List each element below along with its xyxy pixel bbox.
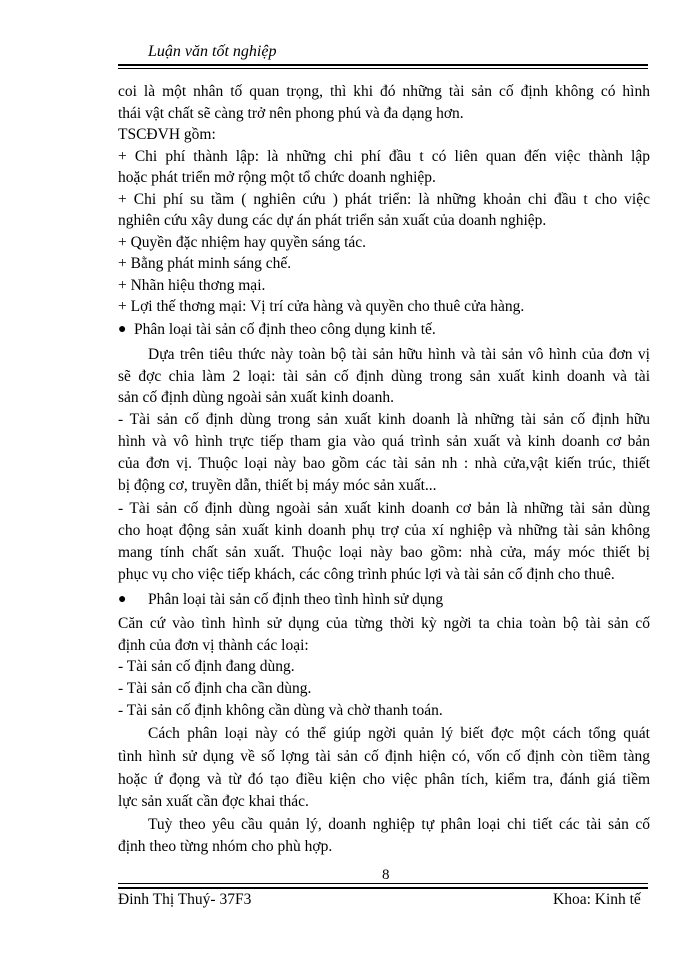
section-heading: Phân loại tài sản cố định theo công dụng kinh tế. bbox=[134, 321, 436, 338]
body-line: + Chi phí su tầm ( nghiên cứu ) phát triển: là những khoản chi đầu t cho việc bbox=[118, 191, 650, 208]
list-item: - Tài sản cố định cha cần dùng. bbox=[118, 680, 312, 697]
body-line: Căn cứ vào tình hình sử dụng của từng thời kỳ ngời ta chia toàn bộ tài sản cố bbox=[118, 615, 650, 632]
header-rule-thin bbox=[118, 68, 648, 69]
body-line: lực sản xuất cần đợc khai thác. bbox=[118, 793, 309, 810]
body-line: hoặc phát triển mở rộng một tổ chức doanh nghiệp. bbox=[118, 169, 436, 186]
page-number: 8 bbox=[382, 867, 390, 883]
body-line: + Nhãn hiệu thơng mại. bbox=[118, 277, 266, 294]
body-line: Cách phân loại này có thể giúp ngời quản lý biết đợc một cách tổng quát bbox=[148, 725, 650, 742]
body-line: hoặc ứ đọng và từ đó tạo điều kiện cho việc phân tích, kiểm tra, đánh giá tiềm bbox=[118, 771, 650, 788]
body-line: tình hình sử dụng về số lợng tài sản cố định hiện có, vốn cố định còn tiềm tàng bbox=[118, 748, 650, 765]
body-line: + Quyền đặc nhiệm hay quyền sáng tác. bbox=[118, 234, 367, 251]
body-line: bị động cơ, truyền dẫn, thiết bị máy móc sản xuất... bbox=[118, 477, 437, 494]
body-line: sản cố định dùng ngoài sản xuất kinh doanh. bbox=[118, 389, 394, 406]
body-line: cho hoạt động sản xuất kinh doanh phụ trợ của xí nghiệp và những tài sản không bbox=[118, 522, 650, 539]
header-rule-thick bbox=[118, 64, 648, 66]
header-title: Luận văn tốt nghiệp bbox=[148, 43, 277, 60]
body-line: nghiên cứu xây dung các dự án phát triển sản xuất của doanh nghiệp. bbox=[118, 212, 547, 229]
body-line: + Lợi thế thơng mại: Vị trí cửa hàng và quyền cho thuê cửa hàng. bbox=[118, 298, 525, 315]
body-line: coi là một nhân tố quan trọng, thì khi đó những tài sản cố định không có hình bbox=[118, 83, 650, 100]
body-line: + Bằng phát minh sáng chế. bbox=[118, 255, 292, 272]
bullet-icon: ● bbox=[118, 322, 127, 337]
body-line: mang tính chất sản xuất. Thuộc loại này bao gồm: nhà cửa, máy móc thiết bị bbox=[118, 544, 650, 561]
body-line: định theo từng nhóm cho phù hợp. bbox=[118, 838, 333, 855]
body-line: phục vụ cho việc tiếp khách, các công trình phúc lợi và tài sản cố định cho thuê. bbox=[118, 566, 615, 583]
body-line: TSCĐVH gồm: bbox=[118, 126, 216, 143]
footer-rule-thick bbox=[118, 887, 648, 889]
footer-department: Khoa: Kinh tế bbox=[553, 891, 641, 908]
body-line: + Chi phí thành lập: là những chi phí đầu t có liên quan đến việc thành lập bbox=[118, 148, 650, 165]
body-line: thái vật chất sẽ càng trở nên phong phú và đa dạng hơn. bbox=[118, 105, 464, 122]
body-line: - Tài sản cố định dùng ngoài sản xuất kinh doanh cơ bản là những tài sản dùng bbox=[118, 500, 650, 517]
body-line: định của đơn vị thành các loại: bbox=[118, 637, 309, 654]
footer-author: Đinh Thị Thuý- 37F3 bbox=[118, 891, 252, 908]
bullet-icon: ● bbox=[118, 592, 127, 607]
footer-rule-thin bbox=[118, 883, 648, 884]
list-item: - Tài sản cố định đang dùng. bbox=[118, 658, 295, 675]
body-line: hình và vô hình trực tiếp tham gia vào quá trình sản xuất và kinh doanh cơ bản bbox=[118, 433, 650, 450]
body-line: của đơn vị. Thuộc loại này bao gồm các tài sản nh : nhà cửa,vật kiến trúc, thiết bbox=[118, 455, 650, 472]
list-item: - Tài sản cố định không cần dùng và chờ thanh toán. bbox=[118, 702, 443, 719]
body-line: Dựa trên tiêu thức này toàn bộ tài sản hữu hình và tài sản vô hình của đơn vị bbox=[148, 346, 650, 363]
section-heading: Phân loại tài sản cố định theo tình hình sử dụng bbox=[148, 591, 444, 608]
body-line: sẽ đợc chia làm 2 loại: tài sản cố định dùng trong sản xuất kinh doanh và tài bbox=[118, 368, 650, 385]
body-line: - Tài sản cố định dùng trong sản xuất kinh doanh là những tài sản cố định hữu bbox=[118, 411, 650, 428]
body-line: Tuỳ theo yêu cầu quản lý, doanh nghiệp tự phân loại chi tiết các tài sản cố bbox=[148, 816, 650, 833]
